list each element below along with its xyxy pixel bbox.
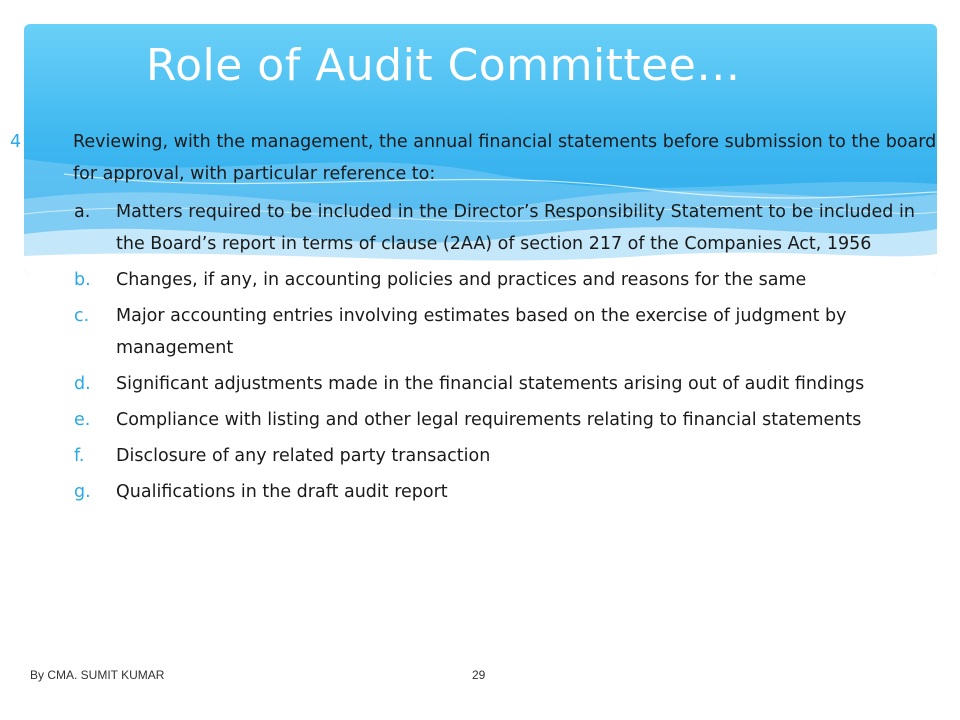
- list-item-letter: g.: [74, 482, 91, 502]
- list-item-letter: c.: [74, 306, 90, 326]
- sub-list: [0, 196, 960, 508]
- list-item-text: Significant adjustments made in the financial statements arising out of audit findings: [116, 374, 865, 394]
- list-item: [0, 264, 960, 296]
- list-item-text: Matters required to be included in the Director’s Responsibility Statement to be included in the Board’s report in terms of clause (2AA) of section 217 of the Companies Act, 1956: [116, 202, 915, 254]
- footer-author: By CMA. SUMIT KUMAR: [30, 668, 165, 682]
- list-item-letter: f.: [74, 446, 85, 466]
- list-item-letter: b.: [74, 270, 91, 290]
- bullet-text: Reviewing, with the management, the annual financial statements before submission to the board for approval, with particular reference to:: [73, 132, 937, 184]
- list-item: [0, 196, 960, 260]
- list-item-text: Disclosure of any related party transaction: [116, 446, 491, 466]
- list-item: [0, 368, 960, 400]
- list-item-text: Changes, if any, in accounting policies and practices and reasons for the same: [116, 270, 807, 290]
- list-item-text: Major accounting entries involving estimates based on the exercise of judgment by management: [116, 306, 847, 358]
- list-item-letter: d.: [74, 374, 91, 394]
- slide-title: Role of Audit Committee…: [146, 40, 741, 91]
- list-item: [0, 476, 960, 508]
- main-bullet: [0, 126, 960, 190]
- list-item: [0, 404, 960, 436]
- bullet-number: 4: [10, 132, 22, 152]
- list-item: [0, 440, 960, 472]
- list-item-text: Qualifications in the draft audit report: [116, 482, 448, 502]
- slide-content: [0, 126, 960, 512]
- list-item-letter: e.: [74, 410, 91, 430]
- list-item-letter: a.: [74, 202, 91, 222]
- list-item: [0, 300, 960, 364]
- footer-page-number: 29: [472, 668, 486, 682]
- list-item-text: Compliance with listing and other legal requirements relating to financial statements: [116, 410, 862, 430]
